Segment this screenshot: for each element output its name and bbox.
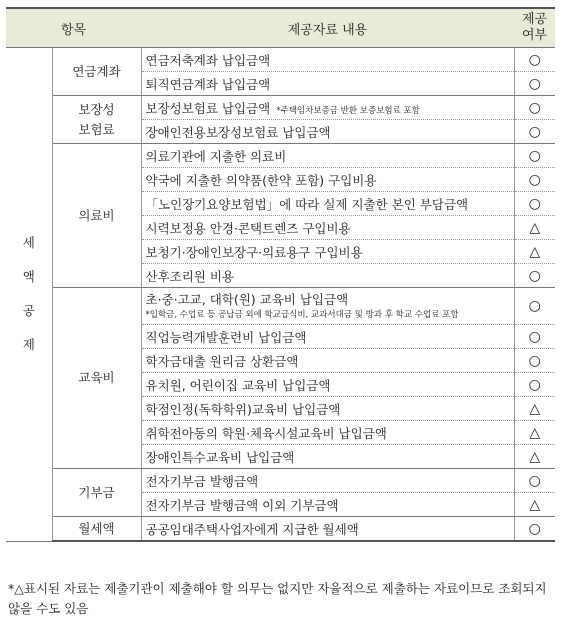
item-content <box>141 120 514 144</box>
circle-mark-icon: ○ <box>514 168 555 192</box>
table-body <box>6 48 555 542</box>
circle-mark-icon: ○ <box>514 72 555 96</box>
item-text: 약국에 지출한 의약품(한약 포함) 구입비용 <box>145 172 377 188</box>
group-name: 연금계좌 <box>52 48 141 96</box>
circle-mark-icon: ○ <box>514 469 555 493</box>
footnote: *△표시된 자료는 제출기관이 제출해야 할 의무는 없지만 자율적으로 제출하는 자료이므로 조회되지 않을 수도 있음 <box>8 581 547 616</box>
item-content <box>141 349 514 373</box>
table-row <box>6 469 555 493</box>
table-header-row <box>6 8 555 48</box>
item-content <box>141 264 514 288</box>
table-row <box>6 144 555 168</box>
item-note: *주택임차보증금 반환 보증보험료 포함 <box>276 105 420 116</box>
item-text: 장애인특수교육비 납입금액 <box>145 449 295 465</box>
triangle-mark-icon: △ <box>514 240 555 264</box>
group-name: 교육비 <box>52 288 141 469</box>
item-content <box>141 216 514 240</box>
circle-mark-icon: ○ <box>514 96 555 120</box>
item-text: 보장성보험료 납입금액 <box>145 100 271 116</box>
category-cell <box>6 48 52 542</box>
group-name: 기부금 <box>52 469 141 517</box>
deduction-data-table <box>6 7 555 542</box>
triangle-mark-icon: △ <box>514 493 555 517</box>
item-text: 유치원, 어린이집 교육비 납입금액 <box>145 377 331 393</box>
circle-mark-icon: ○ <box>514 48 555 72</box>
item-text: 연금저축계좌 납입금액 <box>145 52 271 68</box>
item-text: 전자기부금 발행금액 이외 기부금액 <box>145 497 339 513</box>
group-name: 의료비 <box>52 144 141 288</box>
item-content <box>141 421 514 445</box>
triangle-mark-icon: △ <box>514 445 555 469</box>
item-text: 시력보정용 안경·콘택트렌즈 구입비용 <box>145 220 351 236</box>
header-provided: 제공 여부 <box>514 8 555 48</box>
header-content: 제공자료 내용 <box>141 8 514 48</box>
item-text: 「노인장기요양보험법」에 따라 실제 지출한 본인 부담금액 <box>145 196 469 212</box>
item-text: 학점인정(독학학위)교육비 납입금액 <box>145 401 341 417</box>
item-text: 의료기관에 지출한 의료비 <box>145 148 287 164</box>
circle-mark-icon: ○ <box>514 120 555 144</box>
triangle-mark-icon: △ <box>514 397 555 421</box>
item-content <box>141 96 514 120</box>
group-name: 보장성 보험료 <box>52 96 141 144</box>
item-content <box>141 517 514 542</box>
item-content <box>141 192 514 216</box>
triangle-mark-icon: △ <box>514 421 555 445</box>
table-row <box>6 517 555 542</box>
item-content <box>141 469 514 493</box>
item-content <box>141 493 514 517</box>
item-content <box>141 325 514 349</box>
table-row <box>6 96 555 120</box>
circle-mark-icon: ○ <box>514 373 555 397</box>
group-name: 월세액 <box>52 517 141 542</box>
item-text: 퇴직연금계좌 납입금액 <box>145 76 271 92</box>
item-text: 직업능력개발훈련비 납입금액 <box>145 329 307 345</box>
item-note: *입학금, 수업료 등 공납금 외에 학교급식비, 교과서대금 및 방과 후 학교 수업료 포함 <box>145 310 459 320</box>
circle-mark-icon: ○ <box>514 349 555 373</box>
item-content <box>141 240 514 264</box>
item-text: 학자금대출 원리금 상환금액 <box>145 353 299 369</box>
circle-mark-icon: ○ <box>514 517 555 542</box>
circle-mark-icon: ○ <box>514 192 555 216</box>
item-content <box>141 373 514 397</box>
item-content <box>141 288 514 325</box>
item-content <box>141 445 514 469</box>
item-content <box>141 168 514 192</box>
header-item: 항목 <box>6 8 141 48</box>
item-text: 산후조리원 비용 <box>145 268 234 284</box>
item-content <box>141 144 514 168</box>
circle-mark-icon: ○ <box>514 144 555 168</box>
category-label: 세 액 공 제 <box>22 235 35 353</box>
item-text: 공공임대주택사업자에게 지급한 월세액 <box>145 521 359 537</box>
circle-mark-icon: ○ <box>514 325 555 349</box>
item-text: 보청기·장애인보장구·의료용구 구입비용 <box>145 244 363 260</box>
triangle-mark-icon: △ <box>514 216 555 240</box>
item-content <box>141 397 514 421</box>
item-text: 취학전아동의 학원·체육시설교육비 납입금액 <box>145 425 387 441</box>
item-text: 전자기부금 발행금액 <box>145 473 259 489</box>
table-row <box>6 288 555 325</box>
circle-mark-icon: ○ <box>514 264 555 288</box>
item-content <box>141 48 514 72</box>
circle-mark-icon: ○ <box>514 288 555 325</box>
table-row <box>6 48 555 72</box>
item-text: 초·중·고교, 대학(원) 교육비 납입금액 <box>145 292 349 307</box>
item-text: 장애인전용보장성보험료 납입금액 <box>145 124 331 140</box>
item-content <box>141 72 514 96</box>
